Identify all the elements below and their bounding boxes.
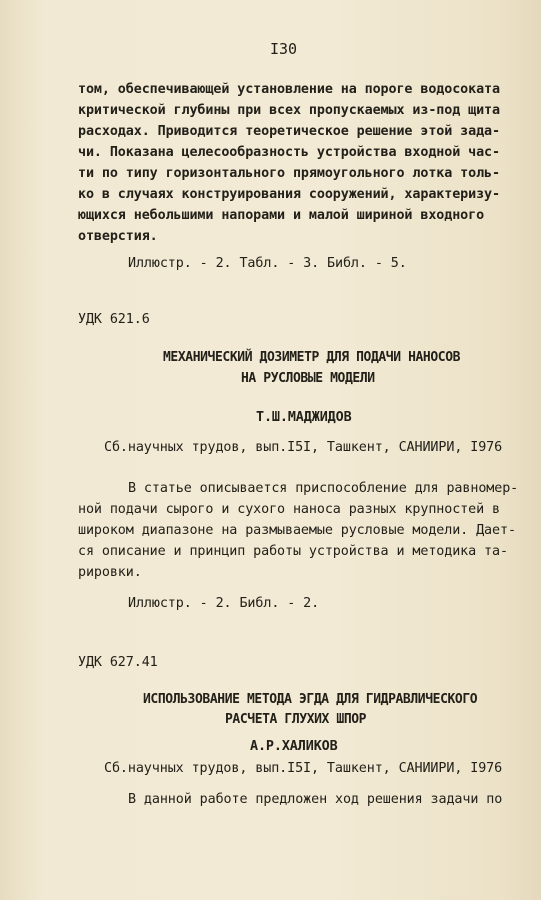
entry-author: А.Р.ХАЛИКОВ (250, 739, 338, 754)
udc-code: УДК 627.41 (78, 655, 158, 670)
entry-title-line: НА РУСЛОВЫЕ МОДЕЛИ (241, 371, 375, 386)
entry-source: Сб.научных трудов, вып.I5I, Ташкент, САНИИРИ, I976 (104, 761, 503, 776)
page-number: I30 (270, 40, 298, 58)
entry-title-line: РАСЧЕТА ГЛУХИХ ШПОР (225, 712, 367, 727)
abstract-line: отверстия. (78, 229, 158, 244)
entry-title-line: МЕХАНИЧЕСКИЙ ДОЗИМЕТР ДЛЯ ПОДАЧИ НАНОСОВ (163, 350, 461, 365)
entry-title-line: ИСПОЛЬЗОВАНИЕ МЕТОДА ЭГДА ДЛЯ ГИДРАВЛИЧЕСКОГО (143, 692, 478, 707)
udc-code: УДК 621.6 (78, 312, 150, 327)
abstract-line: том, обеспечивающей установление на пороге водосоката (78, 82, 500, 97)
entry-author: Т.Ш.МАДЖИДОВ (256, 410, 352, 425)
abstract-line: критической глубины при всех пропускаемых из-под щита (78, 103, 500, 118)
abstract-line: В статье описывается приспособление для равномер- (128, 481, 519, 496)
abstract-line: ти по типу горизонтального прямоугольного лотка толь- (78, 166, 500, 181)
abstract-line: рировки. (78, 565, 142, 580)
references-line: Иллюстр. - 2. Библ. - 2. (128, 596, 320, 611)
abstract-line: ся описание и принцип работы устройства и методика та- (78, 544, 508, 559)
abstract-line: ющихся небольшими напорами и малой шириной входного (78, 208, 485, 223)
abstract-line: В данной работе предложен ход решения задачи по (128, 792, 503, 807)
abstract-line: широком диапазоне на размываемые русловые модели. Дает- (78, 523, 516, 538)
abstract-line: ной подачи сырого и сухого наноса разных крупностей в (78, 502, 500, 517)
references-line: Иллюстр. - 2. Табл. - 3. Библ. - 5. (128, 256, 407, 271)
entry-source: Сб.научных трудов, вып.I5I, Ташкент, САНИИРИ, I976 (104, 440, 503, 455)
abstract-line: расходах. Приводится теоретическое решение этой зада- (78, 124, 500, 139)
abstract-line: ко в случаях конструирования сооружений, характеризу- (78, 187, 500, 202)
abstract-line: чи. Показана целесообразность устройства входной час- (78, 145, 500, 160)
